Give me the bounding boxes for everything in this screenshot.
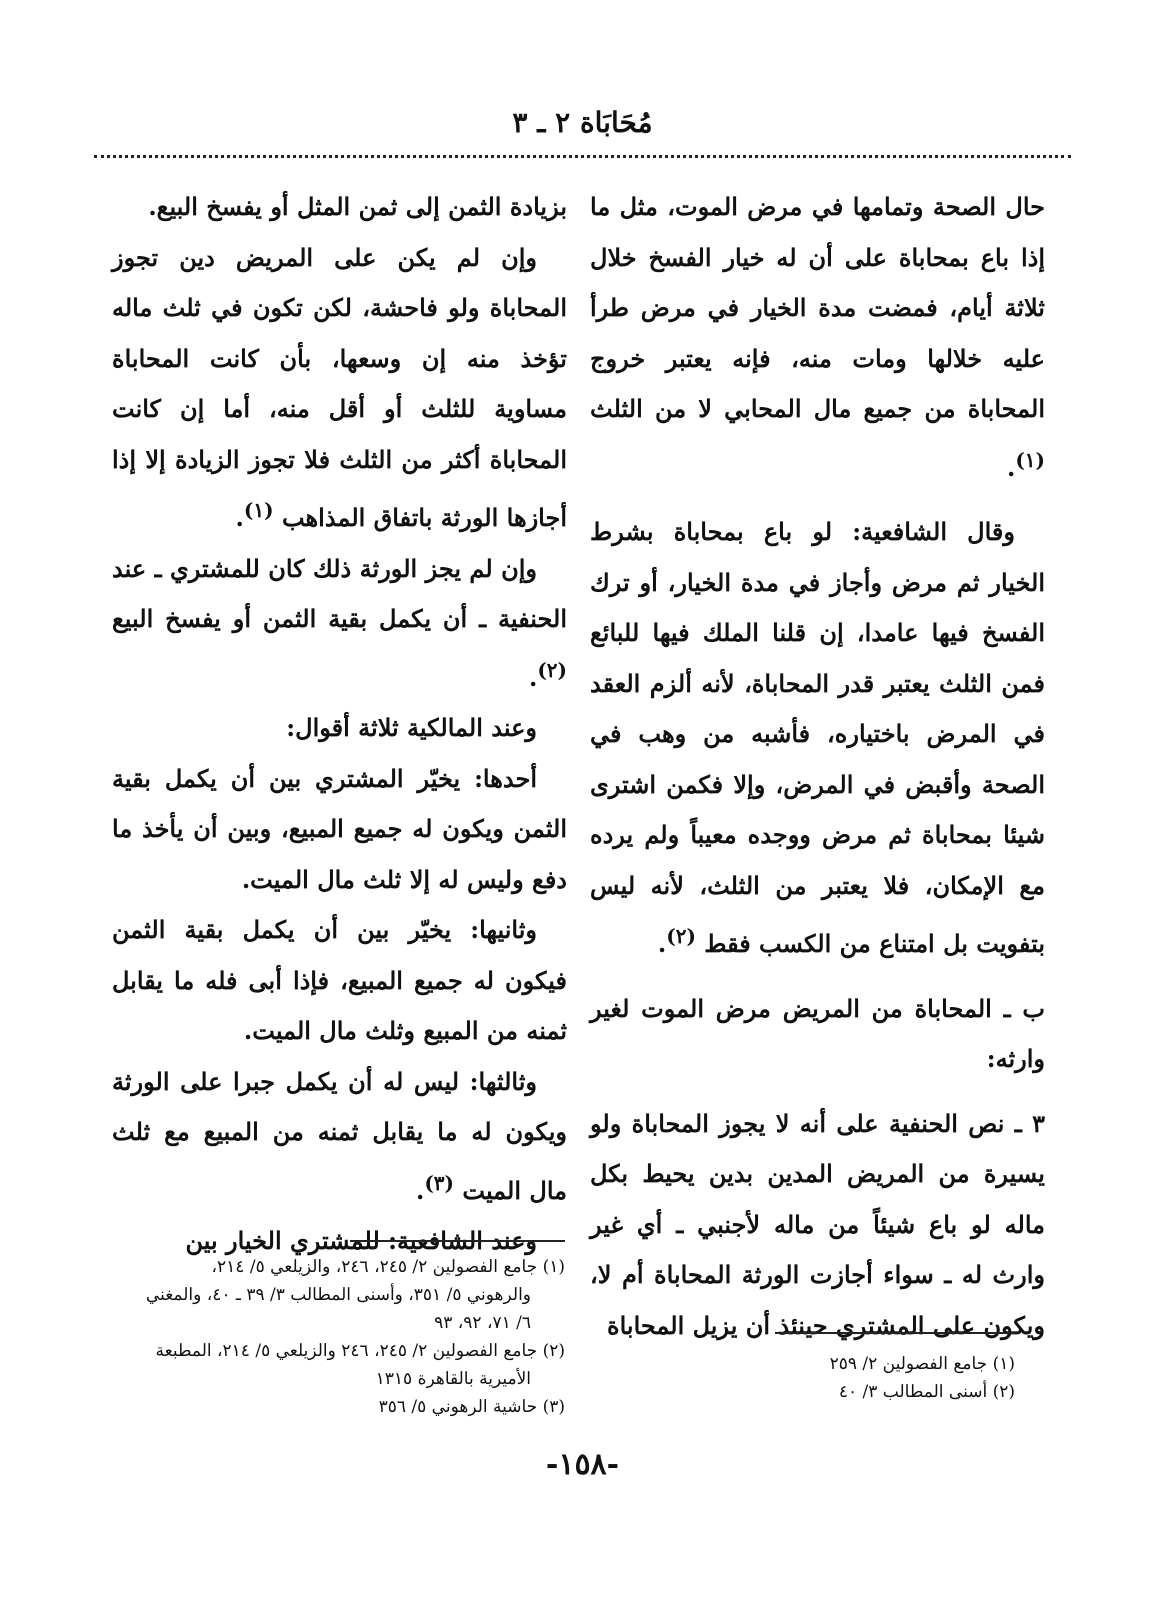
footnote-line: (٢) جامع الفصولين ٢/ ٢٤٥، ٢٤٦ والزيلعي ٥/ ٢١٤، المطبعة: [155, 1341, 565, 1361]
footnote-line: (١) جامع الفصولين ٢/ ٢٤٥، ٢٤٦، والزيلعي ٥/ ٢١٤،: [211, 1257, 565, 1277]
paragraph: وعند الشافعية: للمشتري الخيار بين: [185, 1226, 537, 1255]
footnote-marker: (٢): [666, 924, 696, 948]
paragraph: [112, 1057, 567, 1217]
footnote-divider-left: [350, 1240, 565, 1242]
page-number: -١٥٨-: [545, 1447, 620, 1482]
right-text-column: [590, 182, 1045, 1351]
paragraph: [590, 182, 1045, 493]
paragraph: [112, 544, 567, 704]
footnote-divider-right: [775, 1332, 1015, 1334]
footnote-line: (٣) حاشية الرهوني ٥/ ٣٥٦: [378, 1397, 565, 1417]
footnotes-right: [760, 1350, 1015, 1406]
paragraph: [112, 233, 567, 544]
section-subheading: ب ـ المحاباة من المريض مرض الموت لغير وارثه:: [590, 993, 1045, 1073]
paragraph-end: .: [415, 1175, 425, 1205]
footnote-marker: (١): [243, 498, 274, 522]
footnote-line: (١) جامع الفصولين ٢/ ٢٥٩: [829, 1354, 1015, 1374]
footnote-line: (٢) أسنى المطالب ٣/ ٤٠: [838, 1382, 1015, 1402]
paragraph: وثانيها: يخيّر بين أن يكمل بقية الثمن فيكون له جميع المبيع، فإذا أبى فله ما يقابل ثمنه من المبيع وثلث مال الميت.: [112, 915, 567, 1045]
page-header-title: مُحَابَاة ٢ ـ ٣: [512, 106, 653, 139]
footnote-marker: (١): [1015, 447, 1045, 472]
header-dotted-divider: [94, 155, 1071, 158]
paragraph-end: .: [528, 662, 538, 692]
footnote-marker: (٣): [424, 1170, 455, 1195]
paragraph-text: وقال الشافعية: لو باع بمحاباة بشرط الخيار ثم مرض وأجاز في مدة الخيار، أو ترك الفسخ فيها عامدا، إن قلنا الملك فيها للبائع فمن الثلث يعتبر قدر المحاباة، لأنه ألزم العقد في المرض باختياره، فأشبه من وهب في الصحة وأقبض في المرض، وإلا فكمن اشترى شيئا بمحاباة ثم مرض ووجده معيباً ولم يرده مع الإمكان، فلا يعتبر من الثلث، لأنه ليس بتفويت بل امتناع من الكسب فقط: [590, 517, 1046, 958]
paragraph-text: وإن لم يجز الورثة ذلك كان للمشتري ـ عند الحنفية ـ أن يكمل بقية الثمن أو يفسخ البيع: [112, 553, 567, 633]
paragraph-end: .: [235, 503, 244, 532]
paragraph-text: حال الصحة وتمامها في مرض الموت، مثل ما إذا باع بمحاباة على أن له خيار الفسخ خلال ثلاثة أيام، فمضت مدة الخيار في مرض طرأ عليه خلالها ومات منه، فإنه يعتبر خروج المحاباة من جميع مال المحابي لا من الثلث: [590, 192, 1045, 423]
left-text-column: [112, 182, 567, 1267]
footnotes-left: [80, 1253, 565, 1421]
paragraph-end: .: [657, 929, 667, 958]
paragraph-end: .: [1006, 452, 1016, 482]
paragraph: ٣ ـ نص الحنفية على أنه لا يجوز المحاباة ولو يسيرة من المريض المدين بدين يحيط بكل ماله لو باع شيئاً من ماله لأجنبي ـ أي غير وارث له ـ سواء أجازت الورثة المحاباة أم لا، ويكون على المشتري حينئذ أن يزيل المحاباة: [590, 1108, 1045, 1340]
footnote-line: الأميرية بالقاهرة ١٣١٥: [375, 1369, 531, 1389]
footnote-marker: (٢): [537, 657, 567, 682]
paragraph: وعند المالكية ثلاثة أقوال:: [286, 713, 537, 742]
footnote-line: والرهوني ٥/ ٣٥١، وأسنى المطالب ٣/ ٣٩ ـ ٤٠، والمغني: [145, 1285, 531, 1305]
paragraph: بزيادة الثمن إلى ثمن المثل أو يفسخ البيع.: [148, 192, 567, 221]
footnote-line: ٦/ ٧١، ٩٢، ٩٣: [434, 1313, 531, 1333]
paragraph-text: وثالثها: ليس له أن يكمل جبرا على الورثة ويكون له ما يقابل ثمنه من المبيع مع ثلث مال الميت: [112, 1066, 567, 1205]
paragraph: [590, 507, 1045, 970]
paragraph: أحدها: يخيّر المشتري بين أن يكمل بقية الثمن ويكون له جميع المبيع، وبين أن يأخذ ما دفع وليس له إلا ثلث مال الميت.: [112, 763, 567, 894]
paragraph-text: وإن لم يكن على المريض دين تجوز المحاباة ولو فاحشة، لكن تكون في ثلث ماله تؤخذ منه إن وسعها، بأن كانت المحاباة مساوية للثلث أو أقل منه، أما إن كانت المحاباة أكثر من الثلث فلا تجوز الزيادة إلا إذا أجازها الورثة باتفاق المذاهب: [112, 242, 568, 532]
